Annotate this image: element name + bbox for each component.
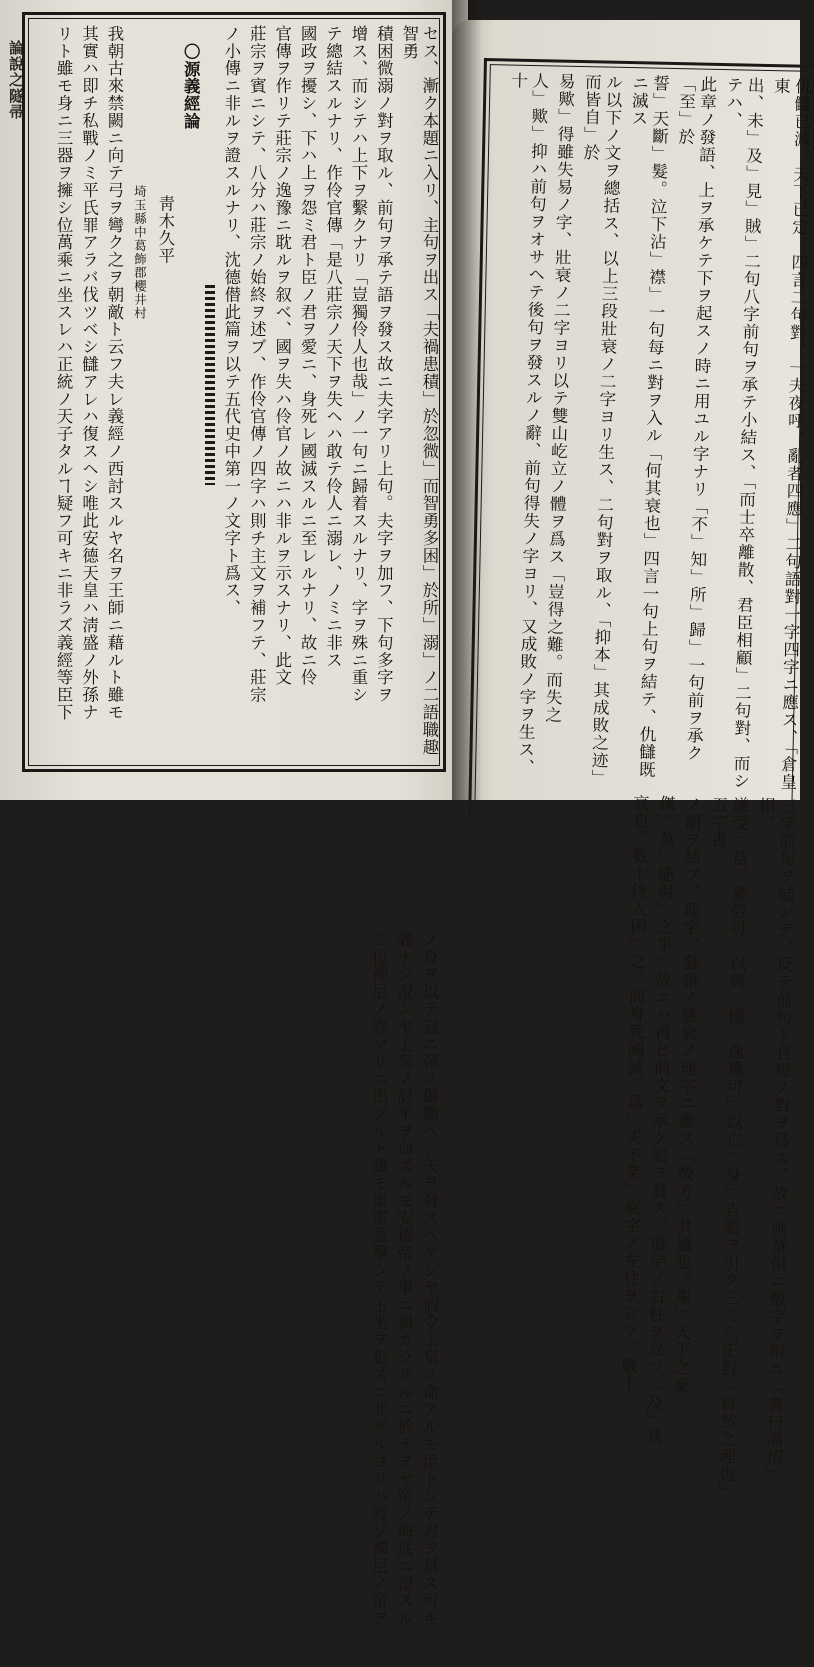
text-column: 仇讎已滅。天下已定、四言二句對、一夫夜呼、亂者四應」二句語對一字四字ニ應ス、「倉皇東 bbox=[771, 77, 812, 792]
text-column: 二位禪尼ノ誤マリニ出ヅルト雖モ東軍急擊シテ玉坐ヲ犯スニ非ザルヨリハ焉ゾ禪尼ノ帝ヲ bbox=[369, 931, 389, 1627]
text-column: 易歟」得雖失易ノ字、壯衰ノ二字ヨリ以テ雙山屹立ノ體ヲ爲ス「豈得之難。而失之 bbox=[542, 72, 576, 724]
section-divider-ornament bbox=[205, 285, 215, 485]
text-column: 其實ハ即チ私戰ノミ平氏罪アラバ伐ツベシ讎アレハ復スヘシ唯此安德天皇ハ淸盛ノ外孫ナ bbox=[79, 25, 99, 721]
text-column: 我朝古來禁闕ニ向テ弓ヲ彎ク之ヲ朝敵ト云フ夫レ義經ノ西討スルヤ名ヲ王師ニ藉ルト雖モ bbox=[104, 25, 124, 721]
text-column: 出、未」及」見」賊」二句八字前句ヲ承テ小結ス、「而士卒離散、君臣相顧」二句對、而シテハ、 bbox=[723, 76, 765, 791]
text-column: ノ小傳ニ非ルヲ證スルナリ、沈德僣此篇ヲ以テ五代史中第一ノ文字ト爲ス、 bbox=[221, 25, 241, 617]
text-column: 衰也。數十伶人困」之。而身死國滅。爲」天下笑」衰字ノ左柱ヲ立ツ、數十 bbox=[617, 794, 650, 1393]
text-column: 傑」莫」能與」之爭」故ニハ再ビ前文ヲ承ケ語ヲ發ス、盛字ノ右柱ヲ立ツ「及」其 bbox=[643, 794, 676, 1447]
text-column: 義ナシ況ンヤ上皇ノ討平ヲ命ズルモ安德帝ノ事ニ與カラザルニ於テヲヤ帝ノ海底ニ沒スル bbox=[394, 931, 414, 1627]
text-column: 三字前句ヲ結ンデ、反テ前句ト長短ノ對ヲ爲ス、故ニ両章俱ニ敷字ヲ用ユ「書曰滿招」損。 bbox=[755, 796, 797, 1484]
text-column: テ總結スルナリ、作伶官傳「是八莊宗ノ天下ヲ失ヘハ敢テ伶人ニ溺レ、ノミニ非ス bbox=[323, 25, 343, 669]
text-column: 此章ノ發語、上ヲ承ケテ下ヲ起スノ時ニ用ユル字ナリ「不」知」所」歸」一句前ヲ承ク「至」於 bbox=[675, 75, 718, 763]
text-column: 增ス、而シテハ上下ヲ繫クナリ「豈獨伶人也哉」ノ一句ニ歸着スルナリ、字ヲ殊ニ重シ bbox=[348, 25, 368, 704]
running-title: 論說之隧帚 bbox=[7, 40, 25, 120]
article-author: 靑木久平 bbox=[155, 195, 175, 265]
text-column: 莊宗ヲ賓ニシテ、八分ハ莊宗ノ始終ヲ述ブ、作伶官傳ノ四字ハ則チ主文ヲ補フテ、莊宗 bbox=[247, 25, 267, 704]
article-title: 〇源義經論 bbox=[181, 43, 201, 130]
text-column: リト雖モ身ニ三器ヲ擁シ位萬乘ニ坐スレハ正統ノ天子タルヿ疑フ可キニ非ラズ義經等臣下 bbox=[54, 25, 74, 721]
right-text-frame bbox=[468, 58, 814, 1501]
text-column: 積困微溺ノ對ヲ取ル、前句ヲ承テ語ヲ發ス故ニ夫字アリ上句。夫字ヲ加フ、下句多字ヲ bbox=[374, 25, 394, 704]
text-column: 謙受」益。憂勞可」以興」國。逸豫可」以亡」身」吉語ヲ引ク三二六正對「自然之理也」五字書 bbox=[708, 795, 750, 1501]
text-column: 國政ヲ擾シ、下ハ上ヲ怨ミ君ト臣ノ君ヲ愛ニ、身死レ國滅スルニ至レルナリ、故ニ伶 bbox=[298, 25, 318, 687]
text-column: ノ身ヲ以テ豈ニ帝ノ御艦ヘ一矢ヲ發スヘケンヤ假令上皇ノ命アルモ臣トシテ君ヲ弑ス可キ bbox=[420, 931, 439, 1627]
text-column: セス、漸ク本題ニ入リ、主句ヲ出ス「夫禍患積」於忽微」而智勇多困」於所」溺」ノ二語職趣智勇 bbox=[399, 25, 439, 756]
text-column: ノ語ヲ結ブ、理字、發語ノ盛衰ノ理字ニ應ス「故方」其盛也。舉」天下之豪 bbox=[670, 795, 703, 1395]
author-affiliation: 埼玉縣中葛飾郡櫻井村 bbox=[132, 185, 148, 320]
left-text-block bbox=[33, 25, 439, 1627]
text-column: 誓」天斷」髮。泣下沾」襟」一句每ニ對ヲ入ル「何其衰也」四言一句上句ヲ結テ、仇讎既ニ滅ス bbox=[628, 74, 670, 779]
text-column: 官傳ヲ作リテ莊宗ノ逸豫ニ耽ルヲ叙ベ、國ヲ失ハ伶官ノ故ニハ非ルヲ示スナリ、此文 bbox=[272, 25, 292, 687]
left-text-frame bbox=[22, 12, 446, 1627]
text-column: ル以下ノ文ヲ總括ス、以上三段壯衰ノ二字ヨリ生ス、二句對ヲ取ル、「抑本」其成敗之迹」而皆自」於 bbox=[580, 73, 623, 788]
right-text-block bbox=[480, 71, 813, 1501]
text-column: 人」歟」抑ハ前句ヲオサヘテ後句ヲ發スルノ辭、前句得失ノ字ヨリ、又成敗ノ字ヲ生ス、十 bbox=[508, 71, 550, 777]
